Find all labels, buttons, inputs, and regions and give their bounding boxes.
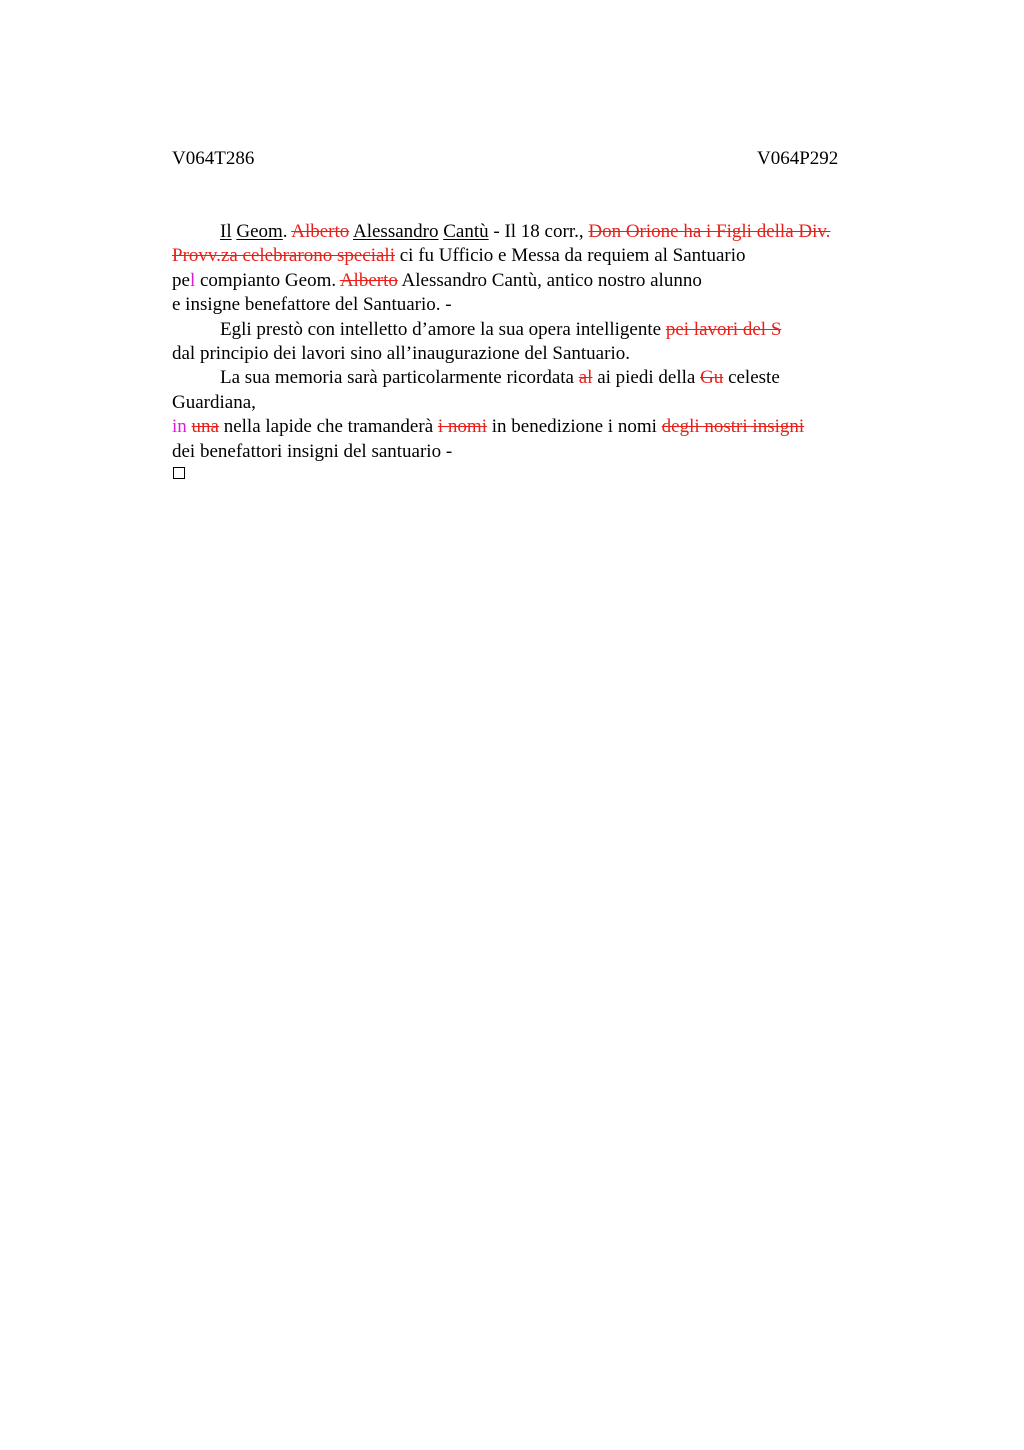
text-line (172, 293, 452, 317)
deleted-text: una (191, 416, 219, 438)
text-line (220, 220, 830, 244)
text-segment: - Il 18 corr., (488, 221, 589, 242)
header-left-code: V064T286 (172, 148, 255, 169)
text-segment: ai piedi della (592, 367, 701, 389)
text-line (220, 366, 780, 390)
text-line (172, 244, 746, 268)
text-line (172, 415, 804, 439)
inserted-text: in (172, 416, 187, 438)
text-segment: in benedizione i nomi (486, 416, 662, 438)
text-segment: La sua memoria sarà particolarmente ricordata (220, 367, 579, 389)
text-line (220, 318, 781, 342)
text-segment: dei benefattori insigni del santuario - (172, 440, 453, 462)
text-segment: Guardiana, (172, 391, 256, 413)
text-segment: e insigne benefattore del Santuario. - (172, 294, 452, 316)
underlined-text: Il (220, 221, 232, 242)
deleted-text: al (578, 367, 593, 389)
text-segment: dal principio dei lavori sino all’inaugurazione del Santuario. (172, 343, 630, 364)
text-segment: nella lapide che tramanderà (218, 416, 438, 438)
text-segment: . (282, 221, 292, 242)
text-segment: celeste (723, 367, 780, 389)
deleted-text: pei lavori del S (665, 318, 782, 340)
text-line (172, 440, 452, 464)
deleted-text: Alberto (339, 269, 398, 291)
deleted-text: i nomi (437, 416, 487, 438)
text-segment: ci fu Ufficio e Messa da requiem al Santuario (394, 245, 746, 267)
text-line (172, 342, 630, 366)
underlined-text: Alessandro (353, 221, 439, 242)
header-right-code: V064P292 (757, 148, 839, 169)
text-segment: Egli prestò con intelletto d’amore la sua opera intelligente (220, 318, 666, 340)
text-segment: Alessandro Cantù, antico nostro alunno (397, 269, 702, 291)
text-segment: pe (172, 269, 190, 291)
deleted-text: Alberto (291, 221, 350, 242)
underlined-text: Geom (236, 221, 283, 242)
end-of-document-box-icon (173, 467, 185, 479)
deleted-text: Gu (700, 367, 724, 389)
text-line (172, 391, 256, 415)
text-line (172, 269, 702, 293)
deleted-text: Don Orione ha i Figli della Div. (588, 221, 831, 242)
underlined-text: Cantù (443, 221, 489, 242)
text-segment: compianto Geom. (195, 269, 340, 291)
inserted-text: l (189, 269, 196, 291)
deleted-text: Provv.za celebrarono speciali (172, 245, 395, 267)
deleted-text: degli nostri insigni (661, 416, 805, 438)
